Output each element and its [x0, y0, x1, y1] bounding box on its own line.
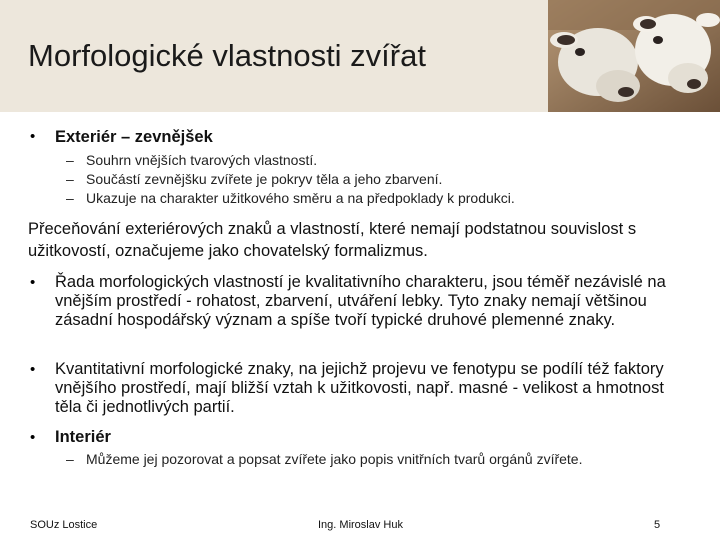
- exterior-subitem-text: Souhrn vnějších tvarových vlastností.: [86, 152, 318, 168]
- footer-school: SOUz Lostice: [30, 519, 98, 531]
- bullet-marker: •: [30, 128, 36, 145]
- interior-heading: Interiér: [55, 428, 111, 446]
- dash-marker: –: [66, 171, 74, 187]
- quantitative-traits-item: Kvantitativní morfologické znaky, na jejichž projevu ve fenotypu se podílí též faktory vnějšího prostředí, mají bližší vztah k užitkovosti, např. masné - velikost a hmotnost těla či jednotlivých partií.: [55, 360, 664, 416]
- exterior-heading: Exteriér – zevnějšek: [55, 128, 213, 146]
- bullet-marker: •: [30, 429, 36, 446]
- footer-author: Ing. Miroslav Huk: [318, 519, 403, 531]
- formalism-paragraph: Přeceňování exteriérových znaků a vlastností, které nemají podstatnou souvislost s užitkovostí, označujeme jako chovatelský formalizmus.: [28, 220, 637, 260]
- qualitative-traits-item: Řada morfologických vlastností je kvalitativního charakteru, jsou téměř nezávislé na vnějším prostředí - rohatost, zbarvení, utváření lebky. Tyto znaky nemají většinou zásadní hospodářský význam a spíše tvoří typické druhové plemenné znaky.: [55, 273, 666, 329]
- dash-marker: –: [66, 190, 74, 206]
- slide-title: Morfologické vlastnosti zvířat: [28, 38, 426, 73]
- exterior-subitem: [66, 151, 317, 170]
- bullet-marker: •: [30, 274, 36, 291]
- cattle-photo: [548, 0, 720, 112]
- exterior-subitem: [66, 170, 442, 189]
- page-number: 5: [654, 519, 661, 531]
- interior-subitem: [66, 450, 582, 469]
- title-bar: [0, 0, 720, 112]
- bullet-marker: •: [30, 361, 36, 378]
- exterior-subitem-text: Ukazuje na charakter užitkového směru a na předpoklady k produkci.: [86, 190, 515, 206]
- dash-marker: –: [66, 451, 74, 467]
- dash-marker: –: [66, 152, 74, 168]
- interior-subitem-text: Můžeme jej pozorovat a popsat zvířete jako popis vnitřních tvarů orgánů zvířete.: [86, 451, 583, 467]
- exterior-subitem: [66, 189, 515, 208]
- cattle-photo-svg: [548, 0, 720, 112]
- exterior-subitem-text: Součástí zevnějšku zvířete je pokryv těla a jeho zbarvení.: [86, 171, 443, 187]
